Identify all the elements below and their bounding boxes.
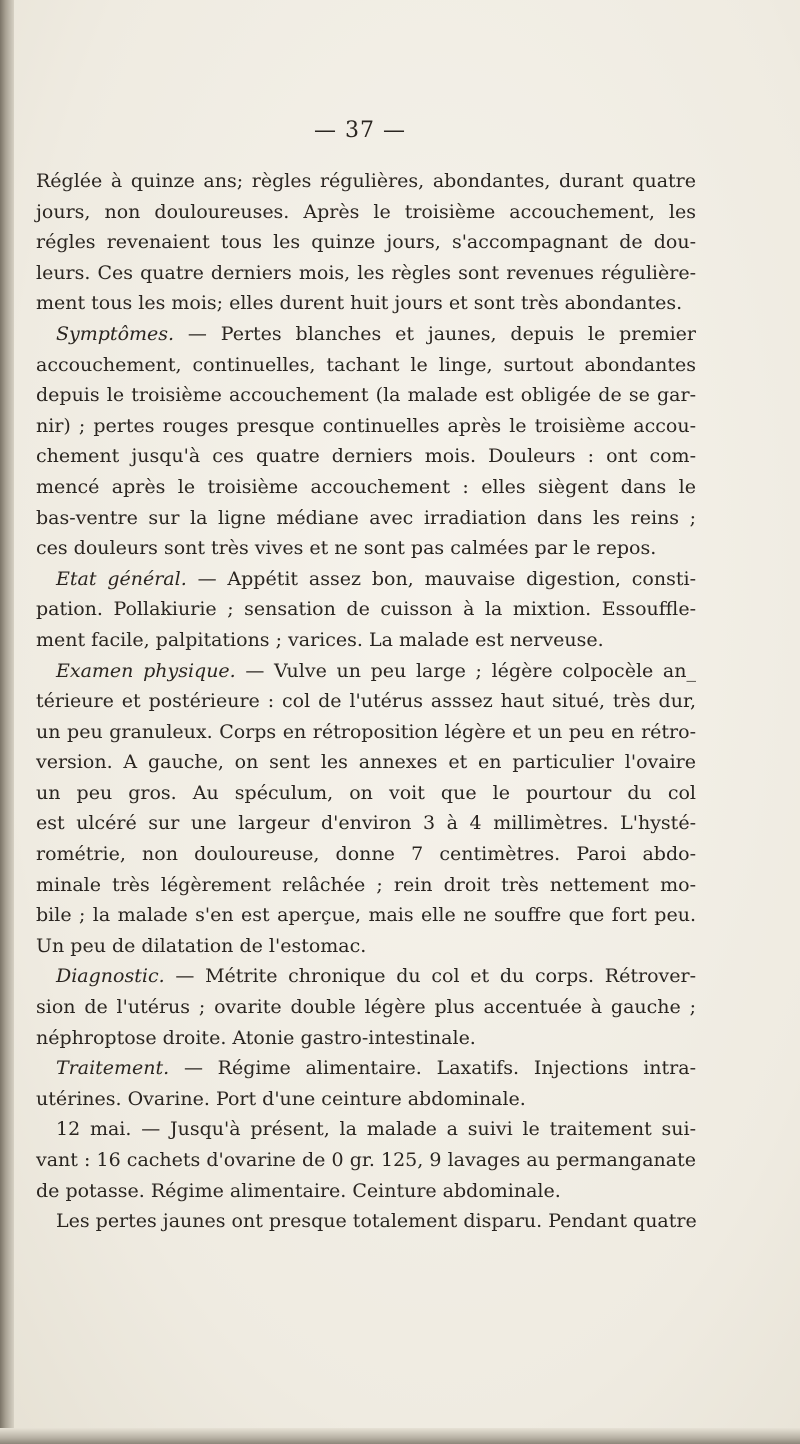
text-line: accouchement, continuelles, tachant le linge, surtout abondantes	[36, 353, 696, 376]
section-heading-symptomes: Symptômes.	[56, 322, 175, 345]
text-line: ces douleurs sont très vives et ne sont pas calmées par le repos.	[36, 537, 657, 560]
text-line: ment facile, palpitations ; varices. La malade est nerveuse.	[36, 628, 604, 651]
section-heading-diagnostic: Diagnostic.	[56, 965, 165, 988]
section-examen-physique-line: Examen physique. — Vulve un peu large ; légère colpocèle an_	[56, 659, 696, 682]
text-line: Réglée à quinze ans; règles régulières, abondantes, durant quatre	[36, 170, 696, 192]
text-line: un peu granuleux. Corps en rétroposition légère et un peu en rétro-	[36, 720, 696, 743]
text-line: jours, non douloureuses. Après le troisième accouchement, les	[36, 200, 696, 223]
text-line: ment tous les mois; elles durent huit jours et sont très abondantes.	[36, 292, 683, 315]
page-number: — 37 —	[314, 118, 406, 143]
text-line: sion de l'utérus ; ovarite double légère plus accentuée à gauche ;	[36, 996, 696, 1019]
section-traitement-line: Traitement. — Régime alimentaire. Laxatifs. Injections intra-	[56, 1057, 696, 1080]
text-line: pation. Pollakiurie ; sensation de cuisson à la mixtion. Essouffle-	[36, 598, 696, 621]
text-line: leurs. Ces quatre derniers mois, les règles sont revenues régulière-	[36, 261, 696, 284]
body-text	[36, 166, 696, 1237]
section-heading-traitement: Traitement.	[56, 1057, 170, 1080]
section-heading-etat-general: Etat général.	[56, 567, 187, 590]
text-line: rométrie, non douloureuse, donne 7 centimètres. Paroi abdo-	[36, 843, 696, 866]
section-diagnostic-line: Diagnostic. — Métrite chronique du col et du corps. Rétrover-	[56, 965, 696, 988]
page-bottom-edge	[0, 1428, 800, 1444]
text-line: nir) ; pertes rouges presque continuelles après le troisième accou-	[36, 414, 696, 437]
section-heading-examen-physique: Examen physique.	[56, 659, 236, 682]
text-line: est ulcéré sur une largeur d'environ 3 à 4 millimètres. L'hysté-	[36, 812, 696, 835]
page-binding-edge	[0, 0, 14, 1444]
text-line: depuis le troisième accouchement (la malade est obligée de se gar-	[36, 384, 696, 407]
dated-entry-line: 12 mai. — Jusqu'à présent, la malade a suivi le traitement sui-	[56, 1118, 696, 1141]
text-line: Les pertes jaunes ont presque totalement disparu. Pendant quatre	[56, 1210, 697, 1233]
text-line: mencé après le troisième accouchement : elles siègent dans le	[36, 475, 696, 498]
text-line: néphroptose droite. Atonie gastro-intestinale.	[36, 1026, 476, 1049]
text-line: Un peu de dilatation de l'estomac.	[36, 934, 367, 957]
text-line: vant : 16 cachets d'ovarine de 0 gr. 125, 9 lavages au permanganate	[36, 1149, 696, 1171]
text-line: utérines. Ovarine. Port d'une ceinture abdominale.	[36, 1087, 526, 1110]
text-line: un peu gros. Au spéculum, on voit que le pourtour du col	[36, 781, 696, 804]
section-symptomes-line: Symptômes. — Pertes blanches et jaunes, depuis le premier	[56, 322, 696, 345]
section-etat-general-line: Etat général. — Appétit assez bon, mauvaise digestion, consti-	[56, 567, 696, 590]
text-line: version. A gauche, on sent les annexes et en particulier l'ovaire	[36, 751, 696, 774]
text-line: minale très légèrement relâchée ; rein droit très nettement mo-	[36, 873, 696, 896]
text-line: de potasse. Régime alimentaire. Ceinture abdominale.	[36, 1179, 561, 1202]
text-line: térieure et postérieure : col de l'utérus asssez haut situé, très dur,	[36, 690, 696, 713]
text-line: chement jusqu'à ces quatre derniers mois. Douleurs : ont com-	[36, 445, 696, 468]
text-line: bile ; la malade s'en est aperçue, mais elle ne souffre que fort peu.	[36, 904, 696, 927]
text-line: régles revenaient tous les quinze jours, s'accompagnant de dou-	[36, 231, 696, 254]
text-line: bas-ventre sur la ligne médiane avec irradiation dans les reins ;	[36, 506, 696, 529]
